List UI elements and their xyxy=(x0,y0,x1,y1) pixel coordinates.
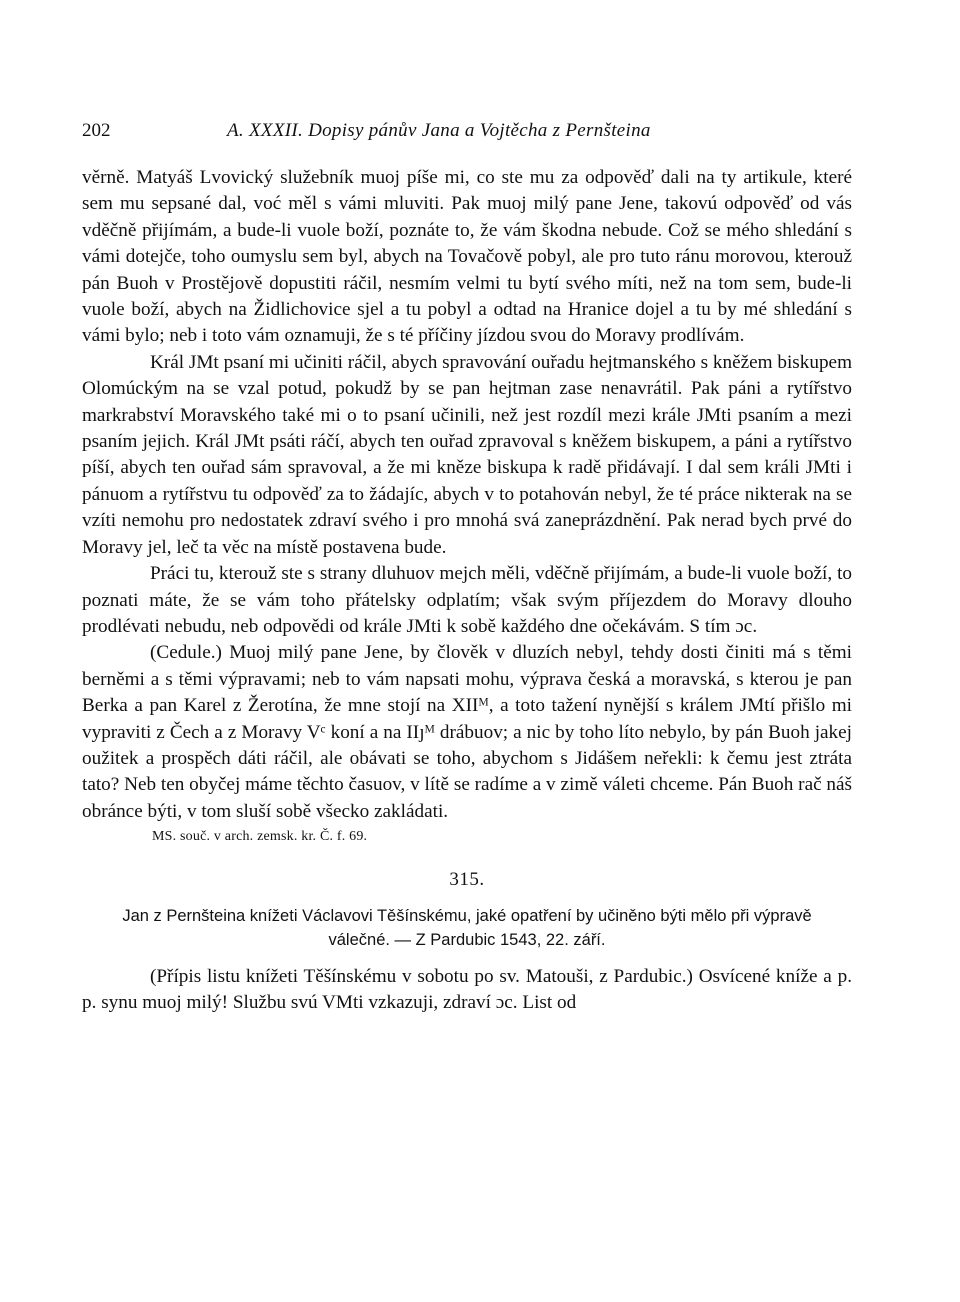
paragraph-debts: Práci tu, kterouž ste s strany dluhuov mejch měli, vděčně přijímám, a bude-li vuole boží, to poznati máte, že se vám toho přátelsky odplatím; však svým příjezdem do Moravy dlouho prodlévati nebudu, neb odpovědi od krále JMti k sobě každého dne očekávám. S tím ɔc. xyxy=(82,563,852,637)
paragraph-king-letter: Král JMt psaní mi učiniti ráčil, abych spravování ouřadu hejtmanského s kněžem biskupem Olomúckým na se vzal potud, pokudž by se pan hejtman zase nenavrátil. Pak páni a rytířstvo markrabství Moravského také mi o to psaní učinili, než jest rozdíl mezi krále JMti psaním a mezi psaním jejich. Král JMt psáti ráčí, abych ten ouřad zpravoval s kněžem biskupem, a páni a rytířstvo píší, abych ten ouřad sám spravoval, a že mi kněze biskupa k radě přidávají. I dal sem králi JMti i pánuom a rytířstvu tu odpověď za to žádajíc, abych v to potahován nebyl, že té práce nikterak na se vzíti nemohu pro nedostatek zdraví svého i pro mnohá svá zaneprázdnění. Pak nerad bych prvé do Moravy jel, leč ta věc na místě postavena bude. xyxy=(82,351,852,558)
document-text: (Přípis listu knížeti Těšínskému v sobotu po sv. Matouši, z Pardubic.) Osvícené kníže a p. p. synu muoj milý! Službu svú VMti vzkazuji, zdraví ɔc. List od xyxy=(82,965,852,1013)
source-note: MS. souč. v arch. zemsk. kr. Č. f. 69. xyxy=(152,829,368,845)
page-number: 202 xyxy=(82,120,111,141)
document-number: 315. xyxy=(449,869,485,891)
document-heading: Jan z Pernšteina knížeti Václavovi Těšínskému, jaké opatření by učiněno býti mělo při výpravě válečné. — Z Pardubic 1543, 22. září. xyxy=(122,906,812,949)
running-title: A. XXXII. Dopisy pánův Jana a Vojtěcha z Pernšteina xyxy=(227,120,651,141)
page-body xyxy=(82,165,852,1016)
paragraph-continuation: věrně. Matyáš Lvovický služebník muoj píše mi, co ste mu za odpověď dali na ty artikule, které sem mu sepsané dal, voć měl s vámi mluviti. Pak muoj milý pane Jene, takovú odpověď od vás vděčně přijímám, a bude-li vuole boží, poznáte to, že vám škodna nebude. Což se mého shledání s vámi dotejče, toho oumyslu sem byl, abych na Tovačově pobyl, ale pro tuto ránu morovou, kterouž pán Buoh v Prostějově dopustiti ráčil, nesmím velmi tu bytí svého míti, než na tom sem, bude-li vuole boží, abych na Židlichovice sjel a tu pobyl a odtad na Hranice dojel a tu by mé shledání s vámi bylo; neb i toto vám oznamuji, že s té příčiny jízdou svou do Moravy prodlívám. xyxy=(82,167,852,347)
page-header xyxy=(82,120,862,148)
paragraph-cedule: (Cedule.) Muoj milý pane Jene, by člověk v dluzích nebyl, tehdy dosti činiti má s těmi berněmi a s těmi výpravami; neb to vám napsati mohu, výprava česká a moravská, s kterou je pan Berka a pan Karel z Žerotína, že mne stojí na XIIᴹ, a toto tažení nynější s králem JMtí přišlo mi vypraviti z Čech a z Moravy Vᶜ koní a na IIȷᴹ drábuov; a nic by toho líto nebylo, by pán Buoh jakej oužitek a prospěch dáti ráčil, ale obávati se toho, abychom s Jidášem neřekli: k čemu jest ztráta tato? Neb ten obyčej máme těchto časuov, v lítě se radíme a v zimě váleti chceme. Pán Buoh rač náš obránce býti, v tom sluší sobě všecko zakládati. xyxy=(82,642,852,822)
